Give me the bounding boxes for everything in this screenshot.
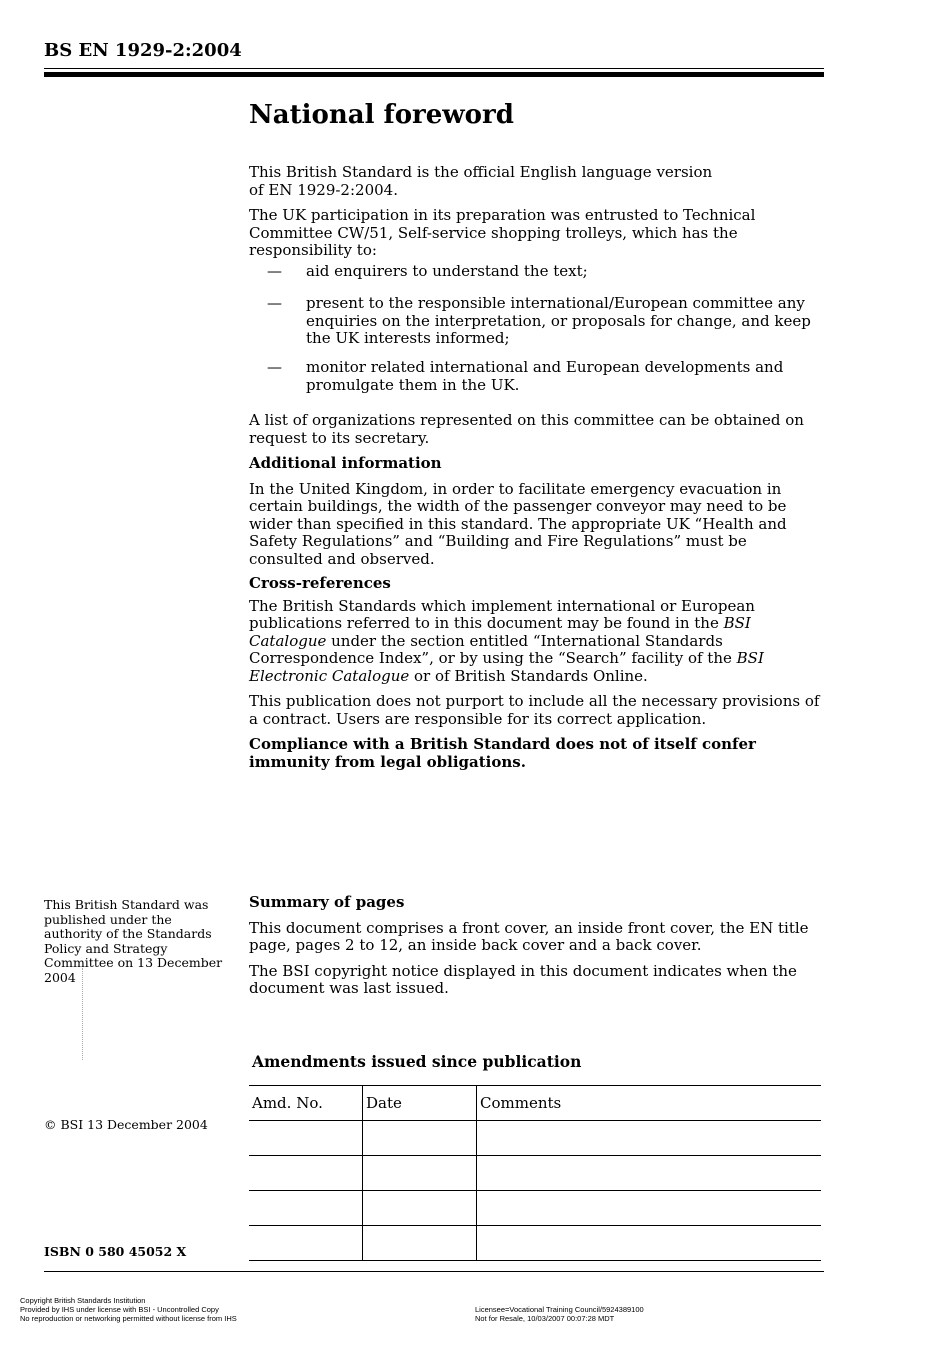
header-rule-thick [44,72,824,77]
intro-section [249,164,824,260]
additional-info-heading: Additional information [249,454,442,472]
header-rule-thin [44,68,824,69]
column-header-comments: Comments [477,1086,822,1121]
summary-paragraph-2: The BSI copyright notice displayed in this document indicates when the document was last issued. [249,961,797,997]
document-code: BS EN 1929-2:2004 [44,40,242,61]
column-header-amd-no: Amd. No. [249,1086,363,1121]
table-row [249,1191,821,1226]
isbn: ISBN 0 580 45052 X [44,1244,187,1259]
committee-list-paragraph: A list of organizations represented on this committee can be obtained on request to its secretary. [249,411,804,447]
amendments-table [249,1085,821,1261]
intro-paragraph-2: The UK participation in its preparation was entrusted to Technical Committee CW/51, Self-service shopping trolleys, which has the responsibility to: [249,206,756,259]
summary-section [249,894,824,998]
page-title: National foreword [249,100,514,130]
summary-paragraph-1: This document comprises a front cover, an inside front cover, the EN title page, pages 2 to 12, an inside back cover and a back cover. [249,918,809,954]
summary-heading: Summary of pages [249,893,405,911]
table-row [249,1156,821,1191]
cross-references-heading: Cross-references [249,574,391,592]
footer-left: Copyright British Standards Institution Provided by IHS under license with BSI - Uncontrolled Copy No reproduction or networking permitted without license from IHS [20,1296,237,1323]
provisions-paragraph: This publication does not purport to include all the necessary provisions of a contract. Users are responsible for its correct application. [249,692,820,728]
table-row [249,1121,821,1156]
compliance-statement: Compliance with a British Standard does not of itself confer immunity from legal obligations. [249,735,756,771]
intro-paragraph-1: This British Standard is the official English language version of EN 1929-2:2004. [249,163,713,199]
cross-references-text: The British Standards which implement international or European publications referred to in this document may be found in the BSI Catalogue under the section entitled “International Standards Correspondence Index”, or by using the “Search” facility of the BSI Electronic Catalogue or of British Standards Online. [249,596,764,685]
dotted-divider [82,968,83,1060]
footer-right: Licensee=Vocational Training Council/5924389100 Not for Resale, 10/03/2007 00:07:28 MDT [475,1305,644,1323]
publication-authority-note: This British Standard was published under the authority of the Standards Policy and Strategy Committee on 13 December 2004 [44,897,223,985]
table-header-row [249,1086,821,1121]
list-item-text: aid enquirers to understand the text; [306,262,588,280]
list-item-text: present to the responsible international/European committee any enquiries on the interpretation, or proposals for change, and keep the UK interests informed; [306,294,811,347]
additional-info-text: In the United Kingdom, in order to facilitate emergency evacuation in certain buildings, the width of the passenger conveyor may need to be wider than specified in this standard. The appropriate UK “Health and Safety Regulations” and “Building and Fire Regulations” must be consulted and observed. [249,479,787,568]
dash-marker: — [267,358,282,376]
column-header-date: Date [363,1086,477,1121]
bsi-catalogue-title: BSI Catalogue [249,614,751,650]
footer-rule [44,1271,824,1272]
amendments-title: Amendments issued since publication [252,1052,582,1071]
bsi-electronic-catalogue-title: BSI Electronic Catalogue [249,649,764,685]
list-item-text: monitor related international and European developments and promulgate them in the UK. [306,358,784,394]
main-body [249,412,824,771]
table-row [249,1226,821,1261]
dash-marker: — [267,262,282,280]
copyright-notice: © BSI 13 December 2004 [44,1117,208,1132]
dash-marker: — [267,294,282,312]
